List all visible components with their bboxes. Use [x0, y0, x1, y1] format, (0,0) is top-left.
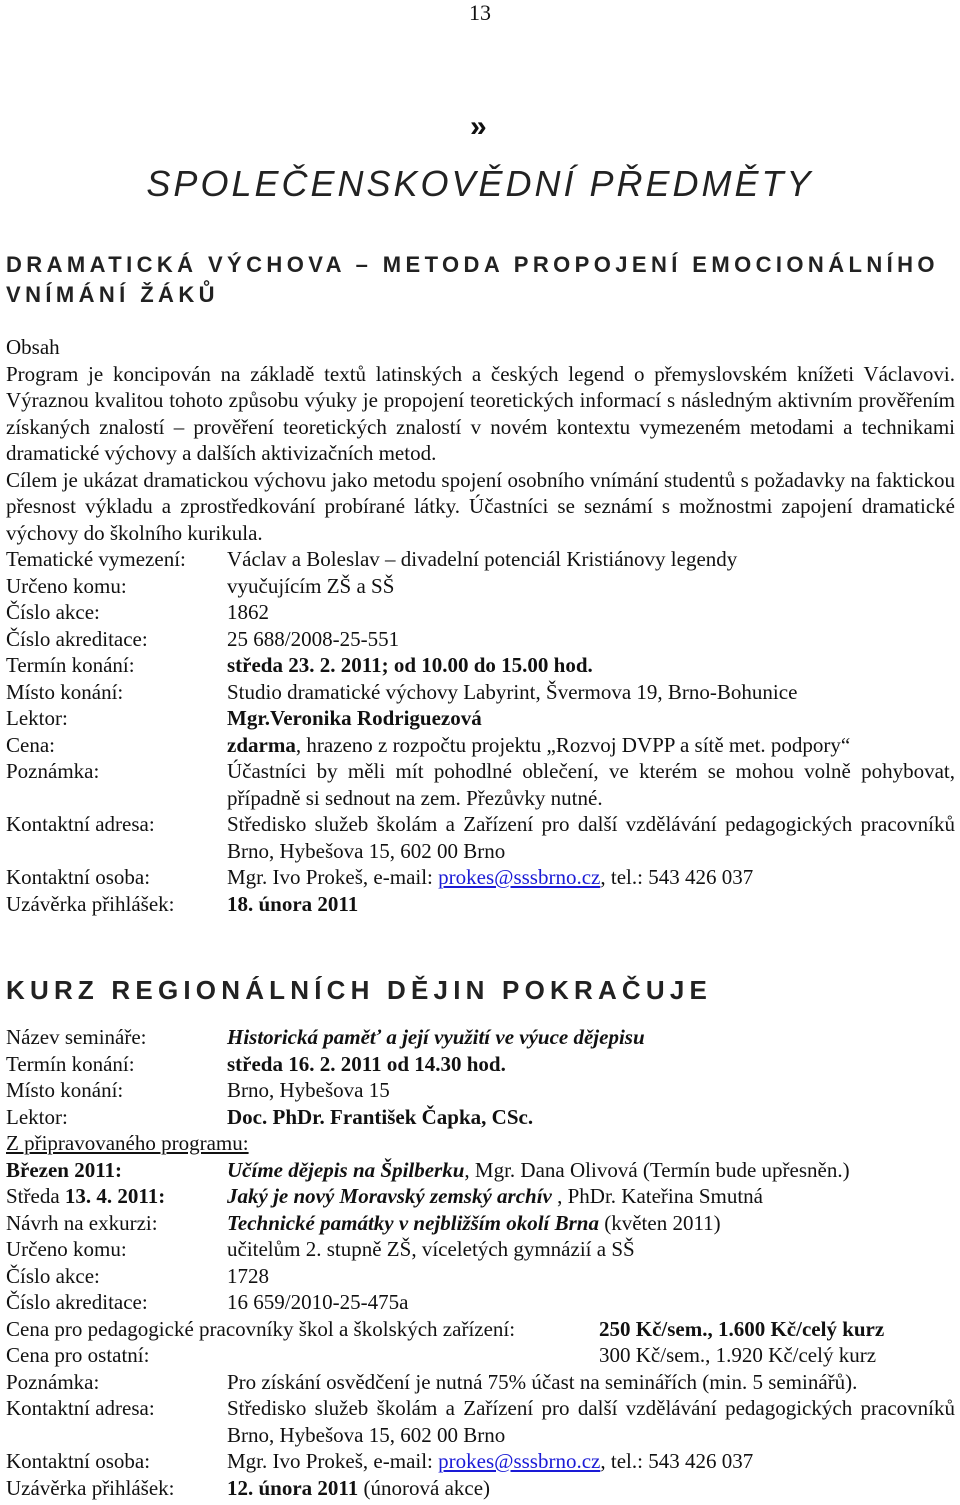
akreditace-value: 25 688/2008-25-551 [227, 626, 400, 651]
akreditace-label: Číslo akreditace: [6, 1290, 148, 1314]
program-2-title: Jaký je nový Moravský zemský archív [227, 1184, 552, 1208]
osoba-label: Kontaktní osoba: [6, 1449, 151, 1473]
course1-title [6, 250, 956, 310]
adresa-value: Středisko služeb školám a Zařízení pro další vzdělávání pedagogických pracovníků Brno, Hybešova 15, 602 00 Brno [227, 1396, 955, 1447]
course1-poznamka-row [6, 758, 955, 811]
osoba-prefix: Mgr. Ivo Prokeš, e-mail: [227, 1449, 439, 1473]
course2-urceno-row [6, 1236, 955, 1263]
nazev-label: Název semináře: [6, 1025, 147, 1049]
course1-body [6, 334, 955, 917]
course1-cena-row [6, 732, 955, 759]
misto-label: Místo konání: [6, 679, 124, 704]
cena-ped-label: Cena pro pedagogické pracovníky škol a školských zařízení: [6, 1316, 516, 1341]
osoba-value [227, 864, 955, 891]
cislo-akce-value: 1862 [227, 600, 269, 624]
cena-label: Cena: [6, 732, 55, 757]
lektor-value: Mgr.Veronika Rodriguezová [227, 706, 482, 730]
uzaverka-value: 18. února 2011 [227, 891, 359, 916]
osoba-value [227, 1448, 955, 1475]
course2-body [6, 1024, 955, 1501]
cislo-akce-value: 1728 [227, 1263, 269, 1288]
tema-label: Tematické vymezení: [6, 547, 186, 571]
course2-cena-ped-row [6, 1316, 955, 1343]
termin-value: středa 23. 2. 2011; od 10.00 do 15.00 hod. [227, 653, 593, 677]
course2-akreditace-row [6, 1289, 955, 1316]
course2-uzaverka-row [6, 1475, 955, 1502]
email-link[interactable]: prokes@sssbrno.cz [438, 865, 601, 889]
adresa-value: Středisko služeb školám a Zařízení pro další vzdělávání pedagogických pracovníků Brno, Hybešova 15, 602 00 Brno [227, 812, 955, 863]
cislo-akce-label: Číslo akce: [6, 600, 100, 624]
course2-cislo-akce-row [6, 1263, 955, 1290]
program-row-3 [6, 1210, 955, 1237]
poznamka-label: Poznámka: [6, 1369, 100, 1394]
uzaverka-label: Uzávěrka přihlášek: [6, 891, 175, 916]
osoba-prefix: Mgr. Ivo Prokeš, e-mail: [227, 865, 439, 889]
tema-value: Václav a Boleslav – divadelní potenciál Kristiánovy legendy [227, 547, 738, 571]
adresa-label: Kontaktní adresa: [6, 1396, 155, 1420]
program-1-label: Březen 2011: [6, 1157, 123, 1182]
cena-ped-value: 250 Kč/sem., 1.600 Kč/celý kurz [599, 1316, 885, 1341]
osoba-label: Kontaktní osoba: [6, 865, 151, 889]
obsah-label: Obsah [6, 335, 60, 359]
course1-cislo-akce-row [6, 599, 955, 626]
program-3-label: Návrh na exkurzi: [6, 1210, 158, 1235]
course1-termin-row [6, 652, 955, 679]
urceno-label: Určeno komu: [6, 573, 127, 598]
program-3-rest: (květen 2011) [598, 1210, 721, 1235]
nazev-value: Historická paměť a její využití ve výuce dějepisu [227, 1025, 645, 1049]
lektor-value: Doc. PhDr. František Čapka, CSc. [227, 1104, 534, 1129]
uzaverka-bold: 12. února 2011 [227, 1475, 359, 1500]
termin-label: Termín konání: [6, 1051, 135, 1076]
urceno-value: vyučujícím ZŠ a SŠ [227, 573, 395, 598]
program-row-1 [6, 1157, 955, 1184]
uzaverka-rest: (únorová akce) [358, 1475, 491, 1500]
osoba-suffix: , tel.: 543 426 037 [600, 865, 754, 889]
program-2-label: Středa 13. 4. 2011: [6, 1184, 166, 1208]
course1-osoba-row [6, 864, 955, 891]
lektor-label: Lektor: [6, 1104, 68, 1129]
course1-uzaverka-row [6, 891, 955, 918]
akreditace-label: Číslo akreditace: [6, 626, 148, 651]
course2-title: KURZ REGIONÁLNÍCH DĚJIN POKRAČUJE [6, 975, 713, 1005]
course1-adresa-row [6, 811, 955, 864]
course1-akreditace-row [6, 626, 955, 653]
cena-bold: zdarma [227, 732, 296, 757]
cena-value [227, 732, 955, 759]
course1-urceno-row [6, 573, 955, 600]
course2-adresa-row [6, 1395, 955, 1448]
akreditace-value: 16 659/2010-25-475a [227, 1290, 409, 1314]
misto-label: Místo konání: [6, 1078, 124, 1102]
cena-ost-label: Cena pro ostatní: [6, 1343, 150, 1367]
poznamka-value: Účastníci by měli mít pohodlné oblečení, ve kterém se mohou volně pohybovat, případně si sednout na zem. Přezůvky nutné. [227, 759, 955, 810]
course1-misto-row [6, 679, 955, 706]
page-number: 13 [469, 0, 491, 25]
course2-osoba-row [6, 1448, 955, 1475]
course1-goal: Cílem je ukázat dramatickou výchovu jako metodu spojení osobního vnímání studentů s požadavky na faktickou přesnost výkladu a zprostředkování probírané látky. Účastníci se seznámí s možnostmi zapojení dramatické výchovy do školního kurikula. [6, 467, 955, 545]
course1-lektor-row [6, 705, 955, 732]
cena-rest: , hrazeno z rozpočtu projektu „Rozvoj DVPP a sítě met. podpory“ [295, 732, 851, 757]
poznamka-label: Poznámka: [6, 759, 100, 783]
urceno-label: Určeno komu: [6, 1237, 127, 1261]
course2-lektor-row [6, 1104, 955, 1131]
course2-cena-ost-row [6, 1342, 955, 1369]
uzaverka-label: Uzávěrka přihlášek: [6, 1475, 175, 1500]
program-1-rest: , Mgr. Dana Olivová (Termín bude upřesněn.) [464, 1157, 850, 1182]
termin-value: středa 16. 2. 2011 od 14.30 hod. [227, 1051, 506, 1076]
poznamka-value: Pro získání osvědčení je nutná 75% účast na seminářích (min. 5 seminářů). [227, 1369, 858, 1394]
cena-ost-value: 300 Kč/sem., 1.920 Kč/celý kurz [599, 1343, 877, 1367]
program-3-title: Technické památky v nejbližším okolí Brna [227, 1210, 599, 1235]
course2-poznamka-row [6, 1369, 955, 1396]
misto-value: Brno, Hybešova 15 [227, 1078, 390, 1102]
course1-tema-row [6, 546, 955, 573]
program-1-title: Učíme dějepis na Špilberku [227, 1157, 465, 1182]
course2-nazev-row [6, 1024, 955, 1051]
section-title: SPOLEČENSKOVĚDNÍ PŘEDMĚTY [146, 163, 814, 204]
course1-title-line2: VNÍMÁNÍ ŽÁKŮ [6, 282, 219, 307]
osoba-suffix: , tel.: 543 426 037 [600, 1449, 754, 1473]
course1-description: Program je koncipován na základě textů latinských a českých legend o přemyslovském knížeti Václavovi. Výraznou kvalitou tohoto způsobu výuky je propojení teoretických informací s následným aktivním prověřením získaných znalostí – prověření teoretických znalostí v novém kontextu vymezeném metodami a technikami dramatické výchovy a dalších aktivizačních metod. [6, 361, 955, 465]
chevron-icon: » [470, 110, 487, 143]
adresa-label: Kontaktní adresa: [6, 812, 155, 836]
misto-value: Studio dramatické výchovy Labyrint, Švermova 19, Brno-Bohunice [227, 679, 798, 704]
lektor-label: Lektor: [6, 706, 68, 730]
cislo-akce-label: Číslo akce: [6, 1263, 100, 1288]
program-heading: Z připravovaného programu: [6, 1131, 249, 1155]
email-link[interactable]: prokes@sssbrno.cz [438, 1449, 601, 1473]
program-2-rest: , PhDr. Kateřina Smutná [551, 1184, 763, 1208]
course1-title-line1: DRAMATICKÁ VÝCHOVA – METODA PROPOJENÍ EMOCIONÁLNÍHO [6, 252, 939, 277]
termin-label: Termín konání: [6, 653, 135, 677]
urceno-value: učitelům 2. stupně ZŠ, víceletých gymnázií a SŠ [227, 1237, 635, 1261]
course2-termin-row [6, 1051, 955, 1078]
program-row-2 [6, 1183, 955, 1210]
course2-misto-row [6, 1077, 955, 1104]
